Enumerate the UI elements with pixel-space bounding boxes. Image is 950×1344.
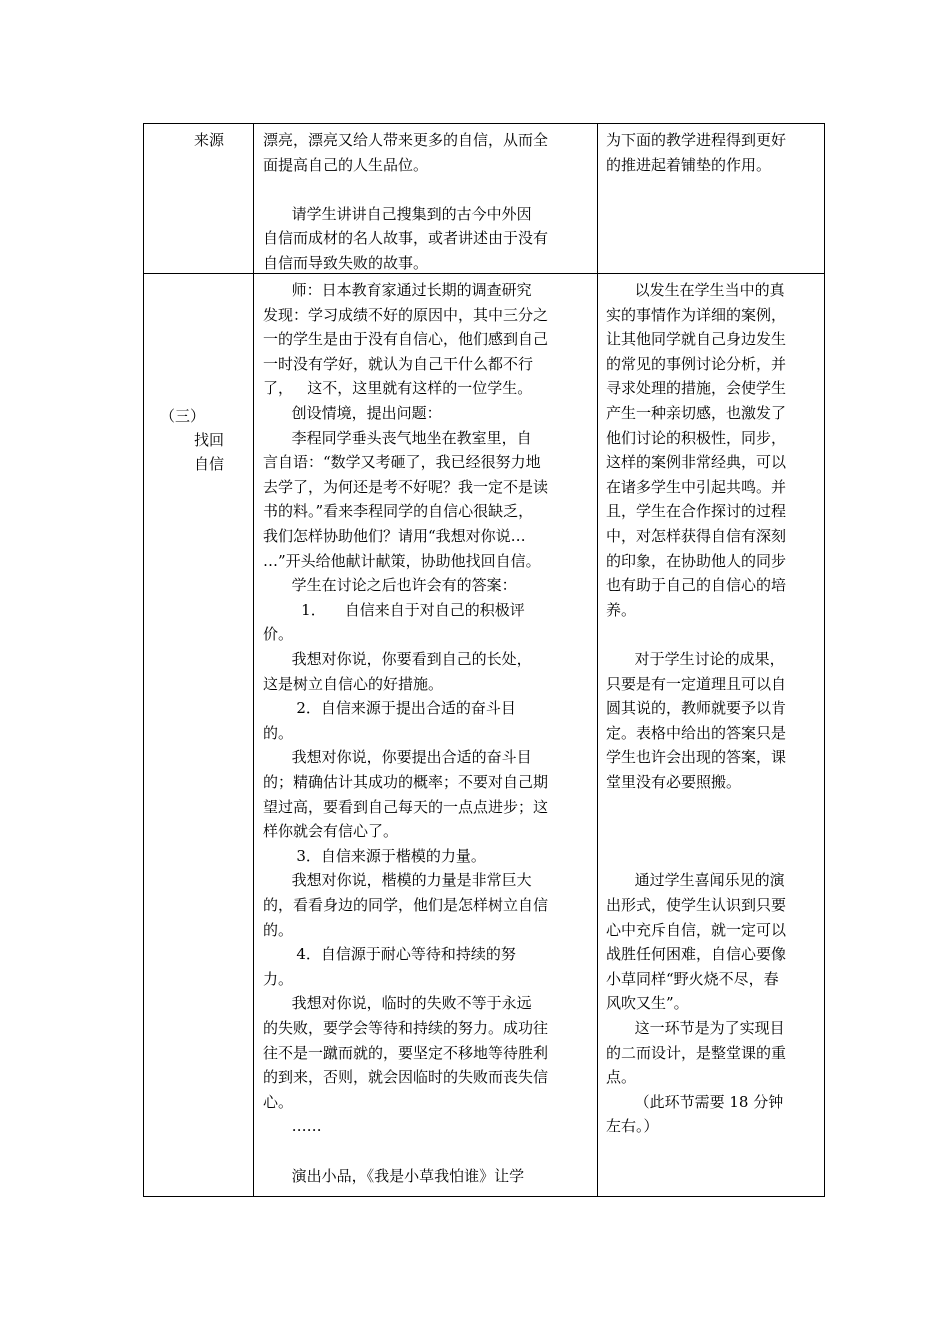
text-line: 价。 [263, 625, 294, 644]
text-line: 我想对你说，楷模的力量是非常巨大 [263, 871, 532, 890]
text-line: 发现：学习成绩不好的原因中，其中三分之 [263, 305, 549, 324]
text-line: 定。表格中给出的答案只是 [606, 723, 787, 742]
text-line: 为下面的教学进程得到更好 [606, 131, 787, 149]
text-line: 李程同学垂头丧气地坐在教室里，自 [263, 428, 532, 447]
text-line: （此环节需要 18 分钟 [606, 1092, 784, 1111]
text-line: 演出小品，《我是小草我怕谁》让学 [263, 1166, 525, 1185]
row-divider [143, 273, 825, 274]
column-divider-2 [597, 123, 598, 1197]
text-line: 也有助于自己的自信心的培 [606, 576, 787, 595]
text-line: 对于学生讨论的成果， [606, 650, 785, 668]
text-line: 产生一种亲切感，也激发了 [606, 404, 787, 422]
text-line: 的，看看身边的同学，他们是怎样树立自信 [263, 896, 549, 914]
text-line: 样你就会有信心了。 [263, 822, 399, 841]
text-line: 师：日本教育家通过长期的调查研究 [263, 281, 532, 299]
text-line: 面提高自己的人生品位。 [263, 155, 429, 174]
text-line: 一的学生是由于没有自信心，他们感到自己 [263, 330, 549, 349]
text-line: 战胜任何困难，自信心要像 [606, 945, 787, 964]
text-line: 找回 [194, 431, 225, 449]
text-line: 只要是有一定道理且可以自 [606, 674, 787, 693]
text-line: 学生也许会出现的答案，课 [606, 748, 787, 767]
text-line: 自信而成材的名人故事，或者讲述由于没有 [263, 229, 549, 247]
text-line: 心中充斥自信，就一定可以 [606, 920, 787, 939]
text-line: 出形式，使学生认识到只要 [606, 896, 787, 914]
text-line: 堂里没有必要照搬。 [606, 773, 742, 791]
text-line: 左右。） [606, 1117, 659, 1136]
text-line: 圆其说的，教师就要予以肯 [606, 699, 787, 718]
text-line: 漂亮，漂亮又给人带来更多的自信，从而全 [263, 131, 549, 149]
text-line: 1． 自信来自于对自己的积极评 [263, 600, 525, 619]
text-line: 通过学生喜闻乐见的演 [606, 871, 785, 890]
text-line: 一时没有学好，就认为自己干什么都不行 [263, 354, 534, 373]
text-line: 的印象，在协助他人的同步 [606, 551, 787, 570]
text-line: 我想对你说，你要提出合适的奋斗目 [263, 748, 532, 767]
table-border-bottom [143, 1196, 825, 1197]
text-line: 的二而设计，是整堂课的重 [606, 1043, 787, 1062]
text-line: 4．自信源于耐心等待和持续的努 [263, 945, 516, 964]
text-line: 言自语：“数学又考砸了，我已经很努力地 [263, 453, 541, 472]
text-line: 以发生在学生当中的真 [606, 281, 785, 299]
text-line: 我们怎样协助他们？请用“我想对你说… [263, 527, 526, 545]
text-line: 2．自信来源于提出合适的奋斗目 [263, 699, 516, 718]
text-line: 的常见的事例讨论分析，并 [606, 354, 787, 373]
text-line: 自信 [194, 455, 225, 473]
text-line: 这样的案例非常经典，可以 [606, 453, 787, 472]
text-line: 的失败，要学会等待和持续的努力。成功往 [263, 1019, 549, 1037]
text-line: 的。 [263, 723, 294, 742]
text-line: 了， 这不，这里就有这样的一位学生。 [263, 379, 533, 398]
text-line: 望过高，要看到自己每天的一点点进步；这 [263, 797, 549, 816]
text-line: 3．自信来源于楷模的力量。 [263, 846, 486, 865]
text-line: 这一环节是为了实现目 [606, 1019, 785, 1037]
text-line: 实的事情作为详细的案例， [606, 305, 787, 324]
text-line: …”开头给他献计献策，协助他找回自信。 [263, 551, 541, 570]
text-line: 的。 [263, 920, 294, 939]
text-line: 请学生讲讲自己搜集到的古今中外因 [263, 204, 532, 223]
text-line: 小草同样“野火烧不尽，春 [606, 969, 779, 988]
table-border-right [824, 123, 825, 1197]
text-line: 往不是一蹴而就的，要坚定不移地等待胜利 [263, 1043, 549, 1062]
text-line: 风吹又生”。 [606, 994, 689, 1013]
table-border-left [143, 123, 144, 1197]
text-line: 他们讨论的积极性，同步， [606, 428, 787, 447]
text-line: 且，学生在合作探讨的过程 [606, 502, 787, 521]
text-line: 学生在讨论之后也许会有的答案： [263, 576, 517, 595]
text-line: 在诸多学生中引起共鸣。并 [606, 477, 787, 496]
text-line: 养。 [606, 600, 637, 619]
text-line: 的到来，否则，就会因临时的失败而丧失信 [263, 1068, 549, 1087]
text-line: 力。 [263, 969, 294, 988]
text-line: 让其他同学就自己身边发生 [606, 330, 787, 349]
text-line: 寻求处理的措施，会使学生 [606, 379, 787, 398]
text-line: 我想对你说，临时的失败不等于永远 [263, 994, 532, 1013]
text-line: 书的料。”看来李程同学的自信心很缺乏， [263, 502, 534, 521]
text-line: 点。 [606, 1068, 637, 1087]
text-line: 的；精确估计其成功的概率；不要对自己期 [263, 773, 549, 791]
text-line: 自信而导致失败的故事。 [263, 253, 429, 272]
table-border-top [143, 123, 825, 124]
text-line: 来源 [194, 131, 225, 149]
text-line: 这是树立自信心的好措施。 [263, 674, 444, 693]
text-line: 中，对怎样获得自信有深刻 [606, 527, 787, 545]
text-line: 创设情境，提出问题： [263, 404, 442, 422]
text-line: 心。 [263, 1092, 294, 1111]
text-line: （三） [160, 407, 206, 425]
text-line: 我想对你说，你要看到自己的长处， [263, 650, 532, 668]
text-line: 的推进起着铺垫的作用。 [606, 155, 772, 174]
text-line: 去学了，为何还是考不好呢？我一定不是读 [263, 477, 549, 496]
column-divider-1 [253, 123, 254, 1197]
text-line: …… [263, 1117, 322, 1136]
